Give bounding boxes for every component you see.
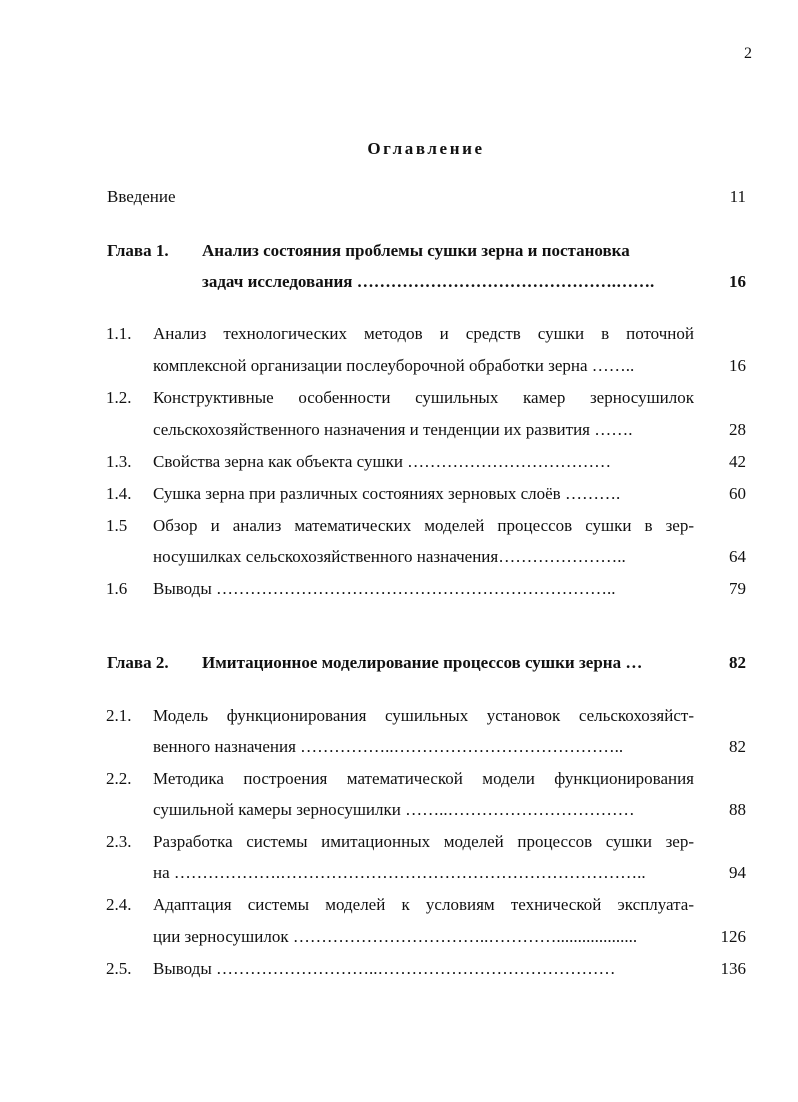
section-title-line1: Конструктивные особенности сушильных камер зерносушилок [153,388,694,407]
toc-entry-intro-label: Введение [107,187,176,206]
section-title-line1: Выводы ………………………..…………………………………… [153,959,616,978]
section-title-line2: сушильной камеры зерносушилки ……..…………………………… [153,800,635,819]
section-title-line1: Сушка зерна при различных состояниях зерновых слоёв ………. [153,484,621,503]
section-title-line2: на ……………….……………………………………………………….. [153,863,646,882]
section-number: 1.6 [106,579,128,598]
section-page: 126 [720,927,746,946]
page-title: Оглавление [367,139,485,158]
section-title-line1: Выводы …………………………………………………………….. [153,579,616,598]
chapter-1-title-line1: Анализ состояния проблемы сушки зерна и постановка [202,241,630,260]
section-page: 94 [729,863,746,882]
chapter-2-page: 82 [729,653,746,672]
section-title-line1: Разработка системы имитационных моделей процессов сушки зер- [153,832,694,851]
section-number: 2.3. [106,832,132,851]
section-title-line2: носушилках сельскохозяйственного назначения………………….. [153,547,626,566]
section-number: 1.2. [106,388,132,407]
section-page: 42 [729,452,746,471]
section-title-line1: Обзор и анализ математических моделей процессов сушки в зер- [153,516,694,535]
section-number: 1.3. [106,452,132,471]
section-page: 28 [729,420,746,439]
section-title-line1: Анализ технологических методов и средств сушки в поточной [153,324,694,343]
section-title-line1: Свойства зерна как объекта сушки ……………………………… [153,452,612,471]
section-title-line1: Методика построения математической модели функционирования [153,769,694,788]
section-number: 1.1. [106,324,132,343]
section-page: 82 [729,737,746,756]
chapter-1-title-line2: задач исследования ……………………………………….……. [202,272,655,291]
page-number: 2 [744,45,752,62]
section-title-line2: ции зерносушилок ……………………………..…………................... [153,927,638,946]
section-title-line2: комплексной организации послеуборочной обработки зерна …….. [153,356,635,375]
chapter-1-page: 16 [729,272,746,291]
section-number: 2.4. [106,895,132,914]
section-title-line1: Модель функционирования сушильных установок сельскохозяйст- [153,706,694,725]
section-number: 2.2. [106,769,132,788]
chapter-1-label: Глава 1. [107,241,169,260]
section-number: 1.4. [106,484,132,503]
toc-entry-intro-page: 11 [729,187,746,206]
section-page: 136 [720,959,746,978]
section-title-line2: сельскохозяйственного назначения и тенденции их развития ……. [153,420,633,439]
section-page: 88 [729,800,746,819]
section-number: 2.5. [106,959,132,978]
section-number: 1.5 [106,516,128,535]
section-page: 79 [729,579,746,598]
section-page: 60 [729,484,746,503]
chapter-2-label: Глава 2. [107,653,169,672]
section-page: 64 [729,547,746,566]
section-title-line2: венного назначения ……………..………………………………….. [153,737,624,756]
section-page: 16 [729,356,746,375]
section-number: 2.1. [106,706,132,725]
chapter-2-title: Имитационное моделирование процессов сушки зерна … [202,653,643,672]
section-title-line1: Адаптация системы моделей к условиям технической эксплуата- [153,895,694,914]
